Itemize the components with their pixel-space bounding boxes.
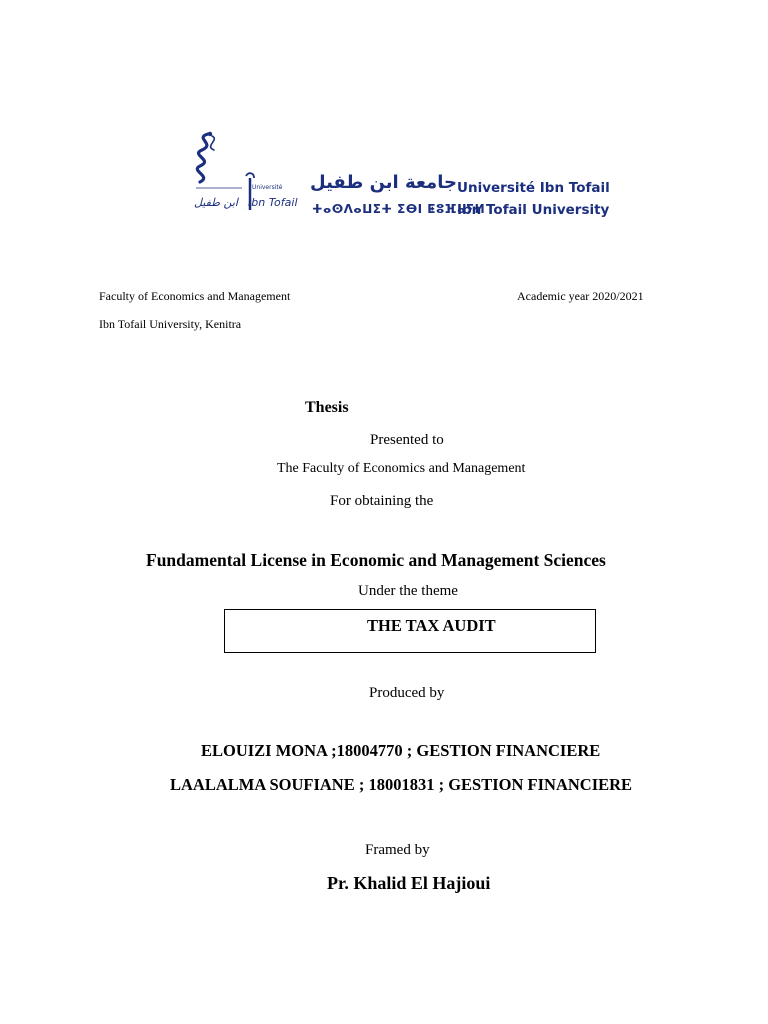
university-logo: [190, 128, 630, 223]
thesis-heading: Thesis: [305, 399, 349, 416]
faculty-full-name: The Faculty of Economics and Management: [277, 461, 526, 476]
author-line: LAALALMA SOUFIANE ; 18001831 ; GESTION FINANCIERE: [170, 775, 633, 794]
degree-title: Fundamental License in Economic and Management Sciences: [146, 550, 606, 570]
framed-by-label: Framed by: [365, 842, 430, 858]
author-line: ELOUIZI MONA ;18004770 ; GESTION FINANCIERE: [201, 741, 601, 760]
under-theme-text: Under the theme: [358, 583, 458, 599]
logo-emblem-latin: Ibn Tofail: [248, 196, 298, 209]
supervisor-name: Pr. Khalid El Hajioui: [327, 873, 491, 893]
logo-arabic-name: جامعة ابن طفيل: [310, 172, 457, 193]
obtaining-text: For obtaining the: [330, 493, 434, 509]
theme-title: THE TAX AUDIT: [367, 616, 496, 635]
logo-emblem-arabic: ابن طفيل: [194, 196, 238, 209]
academic-year: Academic year 2020/2021: [517, 289, 644, 303]
presented-to-text: Presented to: [370, 432, 444, 448]
logo-emblem-small-text: Université: [252, 184, 283, 191]
logo-tifinagh-name: ⵜⴰⵙⴷⴰⵡⵉⵜ ⵉⴱⵏ ⵟⵓⴼⴰⵢⵍ: [312, 202, 486, 216]
faculty-name: Faculty of Economics and Management: [99, 289, 291, 303]
produced-by-label: Produced by: [369, 685, 445, 701]
university-location: Ibn Tofail University, Kenitra: [99, 317, 242, 331]
logo-name-french: Université Ibn Tofail: [457, 180, 610, 196]
logo-name-english: Ibn Tofail University: [457, 202, 610, 218]
